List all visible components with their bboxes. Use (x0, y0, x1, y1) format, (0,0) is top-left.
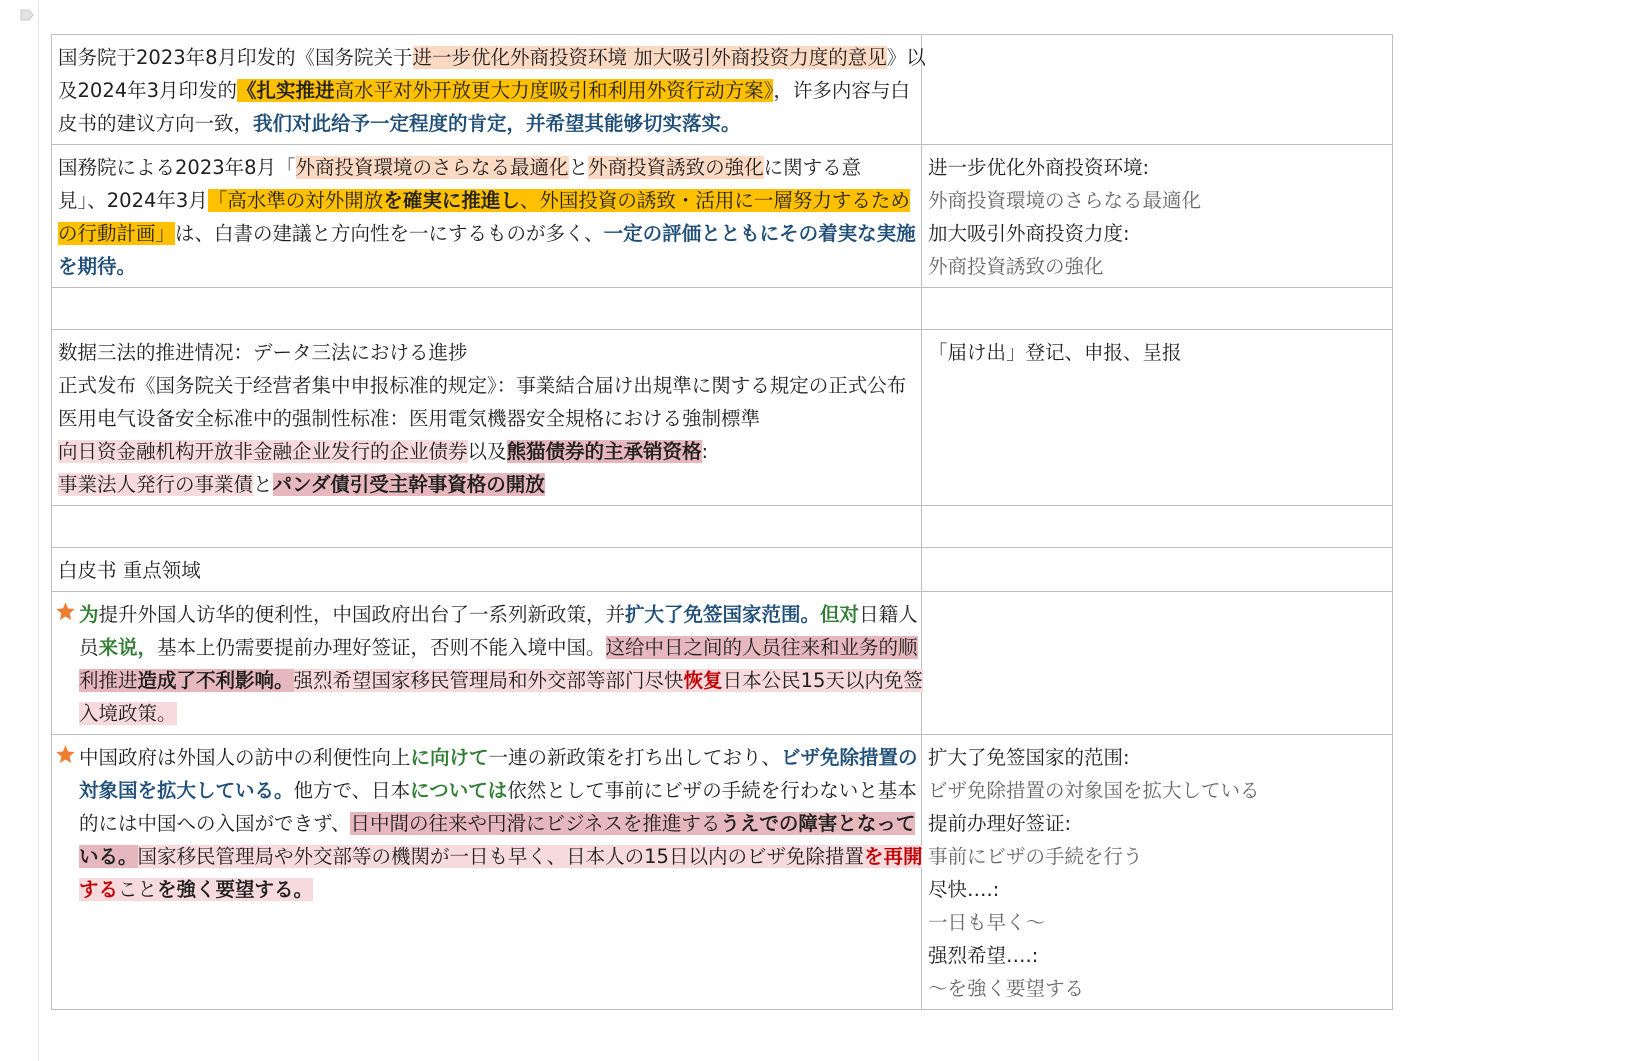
emphasis-green-text: については (410, 779, 508, 802)
text-run: 及2024年3月印发的 (58, 79, 238, 102)
highlighted-text: こと (118, 878, 158, 901)
term-zh: 尽快….: (928, 878, 1000, 901)
highlighted-text: の行動計画」 (58, 222, 176, 245)
emphasis-red-text: を再開 (863, 845, 923, 868)
text-run: 提升外国人访华的便利性，中国政府出台了一系列新政策，并 (98, 603, 626, 626)
emphasis-green-text: 来说， (98, 636, 158, 659)
text-run: 中国政府は外国人の訪中の利便性向上 (79, 746, 411, 769)
star-icon (55, 601, 76, 622)
emphasis-green-text: に向けて (410, 746, 489, 769)
text-line: 数据三法的推进情况：データ三法における進捗 (58, 341, 468, 364)
emphasis-red-text: する (79, 878, 119, 901)
emphasis-text: 扩大了免签国家范围。 (625, 603, 821, 626)
highlighted-text: 事業法人発行の事業債 (58, 473, 254, 496)
section-heading: 白皮书 重点领域 (58, 559, 201, 582)
highlighted-text: 日本公民15天以内免签 (722, 669, 923, 692)
table-cell[interactable] (922, 330, 1393, 506)
text-run: 日籍人 (859, 603, 918, 626)
table-row (52, 735, 1393, 1010)
highlighted-bold-text: いる。 (79, 845, 138, 868)
emphasis-text: 我们对此给予一定程度的肯定，并希望其能够切实落实。 (253, 112, 741, 135)
table-row (52, 145, 1393, 288)
highlighted-bold-text: 造成了不利影响。 (137, 669, 294, 692)
text-run: 他方で、日本 (293, 779, 411, 802)
tag-icon[interactable] (20, 9, 34, 21)
table-cell[interactable] (52, 592, 922, 735)
table-row (52, 288, 1393, 330)
term-zh: 加大吸引外商投资力度: (928, 222, 1130, 245)
emphasis-green-text: 但对 (820, 603, 860, 626)
term-ja: 外商投資誘致の強化 (928, 255, 1104, 278)
text-line: 正式发布《国务院关于经营者集中申报标准的规定》：事業結合届け出規準に関する規定の正式公布 (58, 374, 907, 397)
highlighted-text: 外商投資誘致の強化 (588, 156, 764, 179)
table-cell[interactable] (922, 288, 1393, 330)
document-table (51, 34, 1393, 1010)
emphasis-green-text: 为 (79, 603, 99, 626)
highlighted-bold-text: を強く要望する。 (157, 878, 314, 901)
emphasis-text: ビザ免除措置の (781, 746, 918, 769)
highlighted-text: 外商投資環境のさらなる最適化 (295, 156, 569, 179)
text-run: 国务院于2023年8月印发的《国务院关于 (58, 46, 413, 69)
highlighted-text: 入境政策。 (79, 702, 177, 725)
text-run: 国務院による2023年8月「 (58, 156, 296, 179)
table-cell[interactable] (922, 506, 1393, 548)
left-gutter (0, 0, 39, 1061)
emphasis-text: を期待。 (58, 255, 137, 278)
table-row (52, 330, 1393, 506)
text-run: 员 (79, 636, 99, 659)
text-run: 皮书的建议方向一致， (58, 112, 254, 135)
table-cell[interactable] (52, 145, 922, 288)
text-run: ，许多内容与白 (773, 79, 910, 102)
term-zh: 提前办理好签证: (928, 812, 1072, 835)
text-run: と (253, 473, 273, 496)
text-run: 見」、2024年3月 (58, 189, 208, 212)
table-cell[interactable] (52, 735, 922, 1010)
highlighted-text: 进一步优化外商投资环境 加大吸引外商投资力度的意见 (412, 46, 887, 69)
text-run: 一連の新政策を打ち出しており、 (488, 746, 782, 769)
text-run: 以及 (467, 440, 507, 463)
table-cell[interactable] (922, 35, 1393, 145)
term-note: 「届け出」登记、申报、呈报 (928, 341, 1182, 364)
highlighted-text: 「高水準の対外開放 (207, 189, 384, 212)
table-row (52, 506, 1393, 548)
highlighted-text: 向日资金融机构开放非金融企业发行的企业债券 (58, 440, 468, 463)
text-run: と (568, 156, 589, 179)
highlighted-text: 这给中日之间的人员往来和业务的顺 (605, 636, 918, 659)
term-ja: ～を強く要望する (928, 977, 1085, 1000)
highlighted-text: 、外国投資の誘致・活用に一層努力するため (519, 189, 910, 212)
highlighted-bold-text: 《扎实推进 (237, 79, 335, 102)
highlighted-text: 利推进 (79, 669, 138, 692)
highlighted-text: 强烈希望国家移民管理局和外交部等部门尽快 (293, 669, 684, 692)
term-zh: 进一步优化外商投资环境: (928, 156, 1150, 179)
text-run: : (701, 440, 709, 463)
term-ja: 事前にビザの手続を行う (928, 845, 1143, 868)
table-cell[interactable] (52, 506, 922, 548)
text-run: 的には中国への入国ができず、 (79, 812, 351, 835)
table-row (52, 592, 1393, 735)
term-zh: 扩大了免签国家的范围: (928, 746, 1130, 769)
highlighted-bold-text: うえでの障害となって (720, 812, 916, 835)
text-run: 》以 (886, 46, 926, 69)
highlighted-text: 高水平对外开放更大力度吸引和利用外资行动方案》 (334, 79, 774, 102)
emphasis-text: 一定の評価とともにその着実な実施 (603, 222, 916, 245)
highlighted-bold-text: パンダ債引受主幹事資格の開放 (272, 473, 545, 496)
text-run: 依然として事前にビザの手続を行わないと基本 (507, 779, 917, 802)
term-ja: ビザ免除措置の対象国を拡大している (928, 779, 1260, 802)
term-ja: 外商投資環境のさらなる最適化 (928, 189, 1202, 212)
highlighted-bold-text: を確実に推進し (383, 189, 520, 212)
emphasis-red-text: 恢复 (683, 669, 723, 692)
text-run: 基本上仍需要提前办理好签证，否则不能入境中国。 (157, 636, 606, 659)
term-ja: 一日も早く～ (928, 911, 1046, 934)
table-cell[interactable] (922, 735, 1393, 1010)
table-cell[interactable] (922, 592, 1393, 735)
table-row (52, 35, 1393, 145)
table-cell[interactable] (52, 330, 922, 506)
emphasis-text: 対象国を拡大している。 (79, 779, 294, 802)
text-run: は、白書の建議と方向性を一にするものが多く、 (175, 222, 604, 245)
highlighted-text: 日中間の往来や円滑にビジネスを推進する (350, 812, 721, 835)
star-icon (55, 744, 76, 765)
text-run: に関する意 (763, 156, 862, 179)
text-line: 医用电气设备安全标准中的强制性标准：医用電気機器安全規格における強制標準 (58, 407, 761, 430)
table-cell[interactable] (52, 548, 922, 592)
table-cell[interactable] (922, 548, 1393, 592)
term-zh: 强烈希望….: (928, 944, 1039, 967)
table-cell[interactable] (52, 35, 926, 145)
table-cell[interactable] (52, 288, 922, 330)
table-cell[interactable] (922, 145, 1393, 288)
highlighted-bold-text: 熊猫债券的主承销资格 (506, 440, 702, 463)
highlighted-text: 国家移民管理局や外交部等の機関が一日も早く、日本人の15日以内のビザ免除措置 (137, 845, 864, 868)
table-row (52, 548, 1393, 592)
